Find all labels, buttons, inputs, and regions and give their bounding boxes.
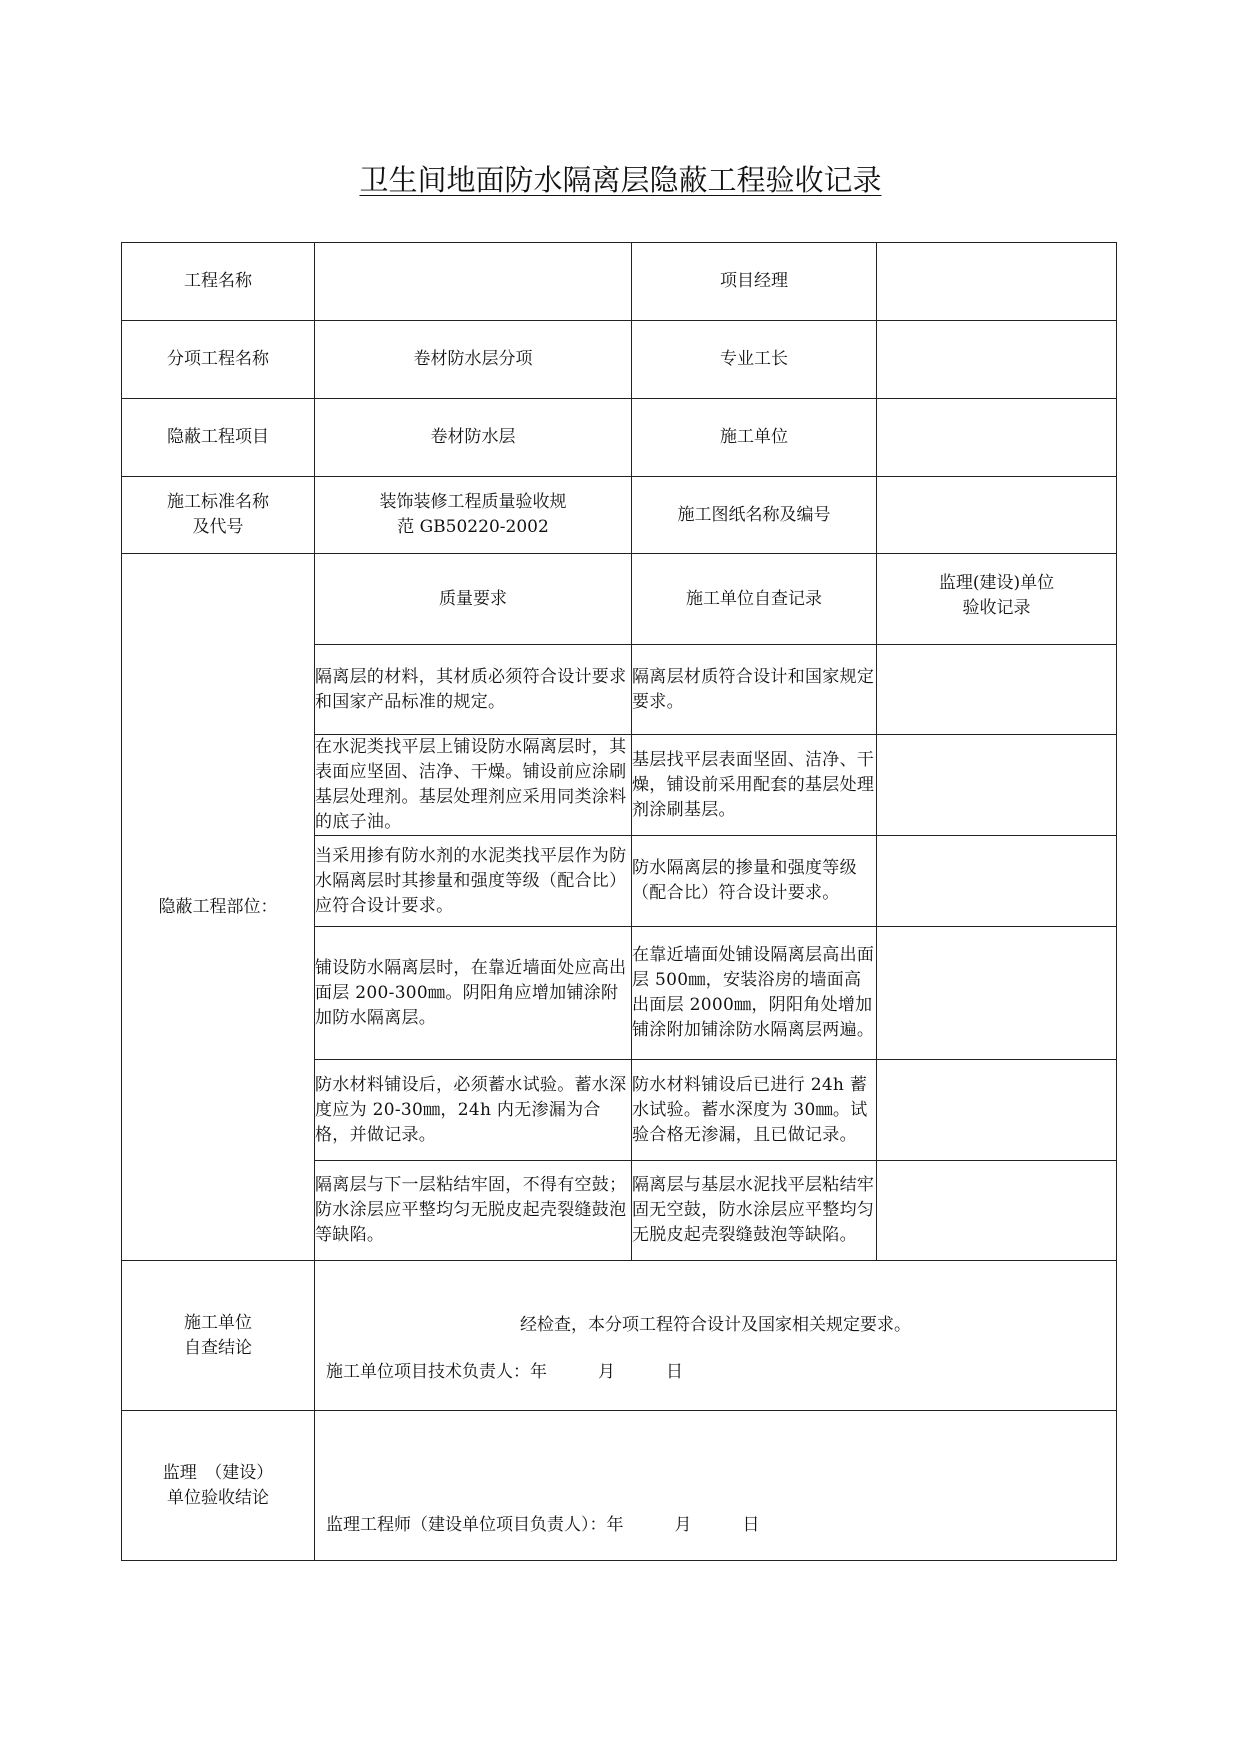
supervision-signature: 监理工程师（建设单位项目负责人）：年 月 日 <box>326 1515 760 1535</box>
project-manager-field[interactable] <box>877 243 1117 321</box>
self-check-signature: 施工单位项目技术负责人：年 月 日 <box>326 1362 683 1382</box>
acceptance-cell[interactable] <box>877 836 1117 927</box>
requirement-cell: 在水泥类找平层上铺设防水隔离层时，其表面应坚固、洁净、干燥。铺设前应涂刷基层处理剂。基层处理剂应采用同类涂料的底子油。 <box>315 735 632 836</box>
supervision-label: 监理 （建设） 单位验收结论 <box>122 1411 315 1561</box>
record-cell[interactable]: 隔离层与基层水泥找平层粘结牢固无空鼓，防水涂层应平整均匀无脱皮起壳裂缝鼓泡等缺陷。 <box>632 1161 877 1261</box>
self-check-conclusion: 经检查，本分项工程符合设计及国家相关规定要求。 <box>520 1315 911 1335</box>
drawing-field[interactable] <box>877 477 1117 554</box>
requirement-cell: 当采用掺有防水剂的水泥类找平层作为防水隔离层时其掺量和强度等级（配合比）应符合设计要求。 <box>315 836 632 927</box>
column-header-row <box>122 554 1117 645</box>
record-cell[interactable]: 在靠近墙面处铺设隔离层高出面层 500㎜，安装浴房的墙面高出面层 2000㎜，阴阳角处增加铺涂附加铺涂防水隔离层两遍。 <box>632 927 877 1060</box>
project-manager-label: 项目经理 <box>632 243 877 321</box>
requirement-cell: 隔离层与下一层粘结牢固，不得有空鼓；防水涂层应平整均匀无脱皮起壳裂缝鼓泡等缺陷。 <box>315 1161 632 1261</box>
foreman-label: 专业工长 <box>632 321 877 399</box>
acceptance-cell[interactable] <box>877 1161 1117 1261</box>
page-title: 卫生间地面防水隔离层隐蔽工程验收记录 <box>359 163 882 197</box>
sub-project-field[interactable]: 卷材防水层分项 <box>315 321 632 399</box>
header-row <box>122 477 1117 554</box>
requirement-cell: 铺设防水隔离层时，在靠近墙面处应高出面层 200-300㎜。阴阳角应增加铺涂附加防水隔离层。 <box>315 927 632 1060</box>
sub-project-label: 分项工程名称 <box>122 321 315 399</box>
header-row <box>122 321 1117 399</box>
drawing-label: 施工图纸名称及编号 <box>632 477 877 554</box>
construction-unit-label: 施工单位 <box>632 399 877 477</box>
self-check-row <box>122 1261 1117 1411</box>
standard-label: 施工标准名称 及代号 <box>122 477 315 554</box>
record-cell[interactable]: 防水隔离层的掺量和强度等级（配合比）符合设计要求。 <box>632 836 877 927</box>
record-cell[interactable]: 隔离层材质符合设计和国家规定要求。 <box>632 645 877 735</box>
header-row <box>122 399 1117 477</box>
requirement-cell: 防水材料铺设后，必须蓄水试验。蓄水深度应为 20-30㎜，24h 内无渗漏为合格，并做记录。 <box>315 1060 632 1161</box>
requirement-header: 质量要求 <box>315 554 632 645</box>
hidden-item-field[interactable]: 卷材防水层 <box>315 399 632 477</box>
record-cell[interactable]: 基层找平层表面坚固、洁净、干燥，铺设前采用配套的基层处理剂涂刷基层。 <box>632 735 877 836</box>
standard-field[interactable]: 装饰装修工程质量验收规 范 GB50220-2002 <box>315 477 632 554</box>
acceptance-cell[interactable] <box>877 735 1117 836</box>
acceptance-cell[interactable] <box>877 927 1117 1060</box>
supervision-row <box>122 1411 1117 1561</box>
acceptance-cell[interactable] <box>877 645 1117 735</box>
project-name-field[interactable] <box>315 243 632 321</box>
acceptance-cell[interactable] <box>877 1060 1117 1161</box>
acceptance-record-table <box>121 242 1117 1561</box>
record-cell[interactable]: 防水材料铺设后已进行 24h 蓄水试验。蓄水深度为 30㎜。试验合格无渗漏，且已做记录。 <box>632 1060 877 1161</box>
self-check-label: 施工单位 自查结论 <box>122 1261 315 1411</box>
supervision-conclusion-cell[interactable] <box>315 1411 1117 1561</box>
self-check-conclusion-cell[interactable] <box>315 1261 1117 1411</box>
construction-unit-field[interactable] <box>877 399 1117 477</box>
requirement-cell: 隔离层的材料，其材质必须符合设计要求和国家产品标准的规定。 <box>315 645 632 735</box>
self-check-header: 施工单位自查记录 <box>632 554 877 645</box>
supervision-header: 监理(建设)单位 验收记录 <box>877 554 1117 645</box>
hidden-item-label: 隐蔽工程项目 <box>122 399 315 477</box>
project-name-label: 工程名称 <box>122 243 315 321</box>
foreman-field[interactable] <box>877 321 1117 399</box>
hidden-location-label: 隐蔽工程部位： <box>122 554 315 1261</box>
header-row <box>122 243 1117 321</box>
